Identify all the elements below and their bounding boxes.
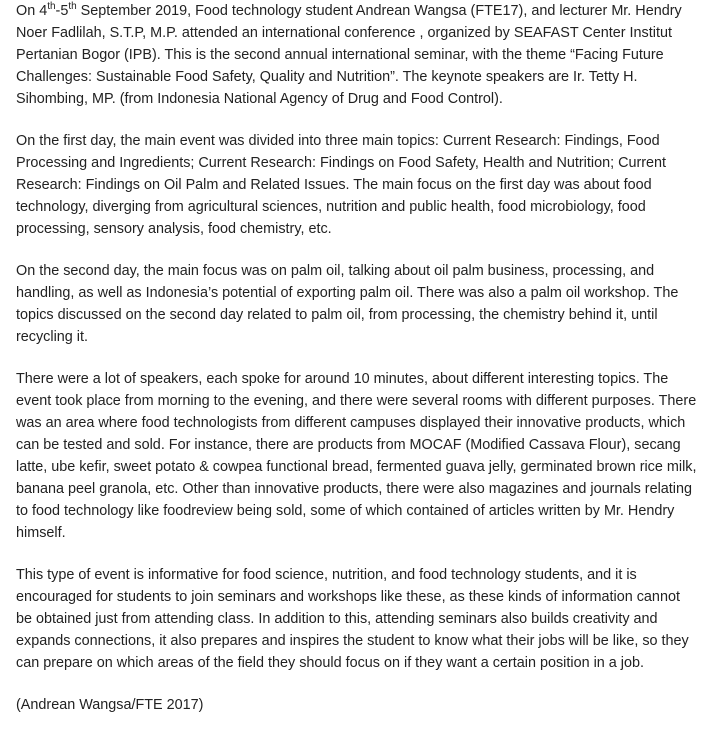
paragraph-first-day: On the first day, the main event was divided into three main topics: Current Research: Findings, Food Processing and Ingredients; Current Research: Findings on Food Safety, Health and Nutrition; Current Research: Findings on Oil Palm and Related Issues. The main focus on the first day was about food technology, diverging from agricultural sciences, nutrition and public health, food microbiology, food processing, sensory analysis, food chemistry, etc. xyxy=(16,133,667,237)
author-credit: (Andrean Wangsa/FTE 2017) xyxy=(16,697,204,713)
ordinal-suffix-start: th xyxy=(47,1,56,13)
ordinal-suffix-end: th xyxy=(68,1,77,13)
intro-on: On 4 xyxy=(16,3,48,19)
paragraph-conclusion: This type of event is informative for food science, nutrition, and food technology students, and it is encouraged for students to join seminars and workshops like these, as these kinds of information cannot be obtained just from attending class. In addition to this, attending seminars also builds creativity and expands connections, it also prepares and inspires the student to know what their jobs will be like, so they can prepare on which areas of the field they should focus on if they want a certain position in a job. xyxy=(16,567,689,671)
paragraph-intro xyxy=(16,0,698,110)
intro-dash: -5 xyxy=(55,3,69,19)
intro-rest: September 2019, Food technology student Andrean Wangsa (FTE17), and lecturer Mr. Hendry Noer Fadlilah, S.T.P, M.P. attended an international conference , organized by SEAFAST Center Institut Pertanian Bogor (IPB). This is the second annual international seminar, with the theme “Facing Future Challenges: Sustainable Food Safety, Quality and Nutrition”. The keynote speakers are Ir. Tetty H. Sihombing, MP. (from Indonesia National Agency of Drug and Food Control). xyxy=(16,3,682,107)
paragraph-second-day: On the second day, the main focus was on palm oil, talking about oil palm business, processing, and handling, as well as Indonesia’s potential of exporting palm oil. There was also a palm oil workshop. The topics discussed on the second day related to palm oil, from processing, the chemistry behind it, until recycling it. xyxy=(16,263,679,345)
paragraph-speakers: There were a lot of speakers, each spoke for around 10 minutes, about different interesting topics. The event took place from morning to the evening, and there were several rooms with different purposes. There was an area where food technologists from different campuses displayed their innovative products, which can be tested and sold. For instance, there are products from MOCAF (Modified Cassava Flour), secang latte, ube kefir, sweet potato & cowpea functional bread, fermented guava jelly, germinated brown rice milk, banana peel granola, etc. Other than innovative products, there were also magazines and journals relating to food technology like foodreview being sold, some of which contained of articles written by Mr. Hendry himself. xyxy=(16,371,697,541)
